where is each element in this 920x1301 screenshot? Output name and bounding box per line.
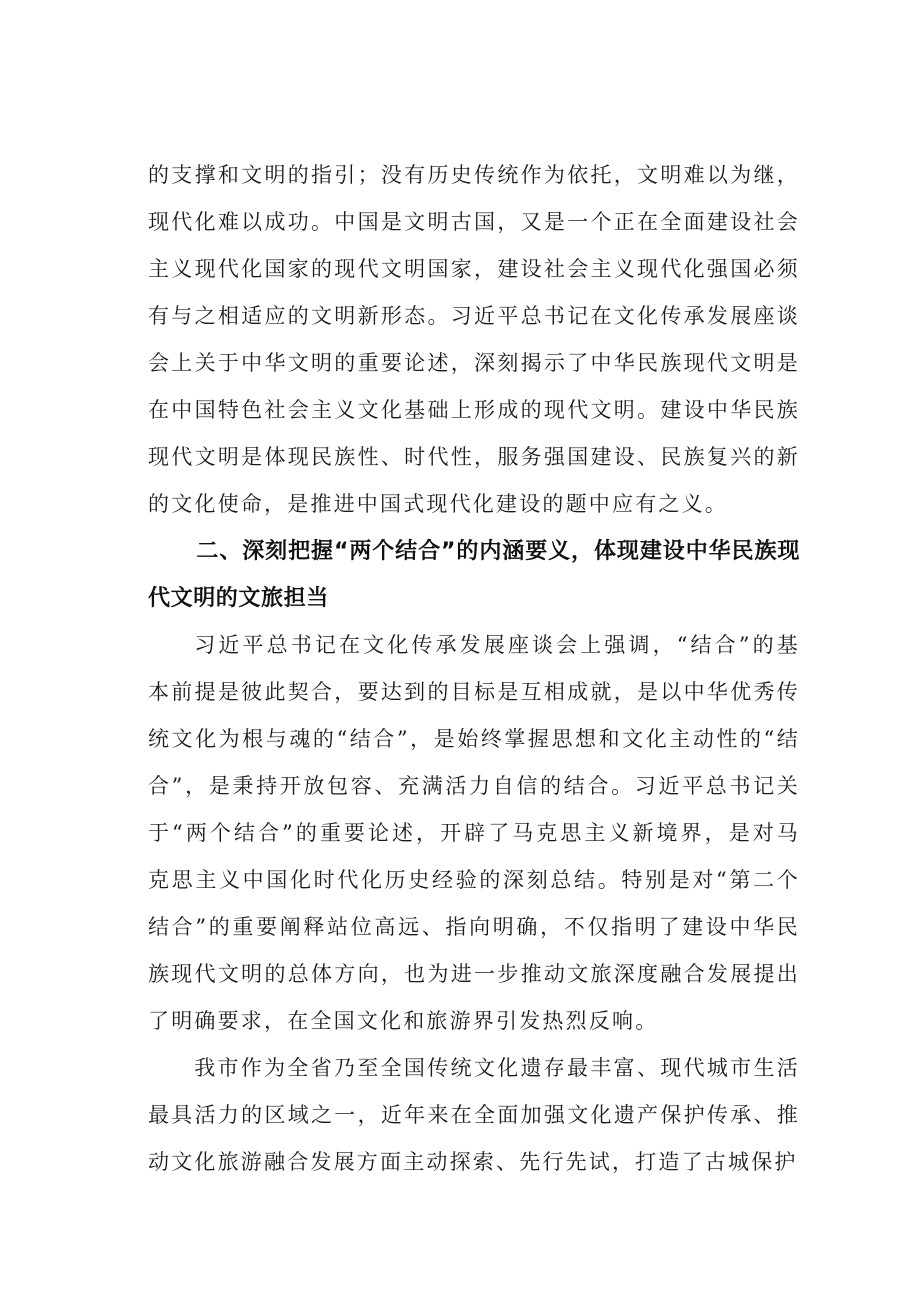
section-heading: 二、深刻把握“两个结合”的内涵要义，体现建设中华民族现代文明的文旅担当 <box>148 539 800 611</box>
paragraph-two-combinations: 习近平总书记在文化传承发展座谈会上强调，“结合”的基本前提是彼此契合，要达到的目标是互相成就，是以中华优秀传统文化为根与魂的“结合”，是始终掌握思想和文化主动性的“结合”，是秉持开放包容、充满活力自信的结合。习近平总书记关于“两个结合”的重要论述，开辟了马克思主义新境界，是对马克思主义中国化时代化历史经验的深刻总结。特别是对“第二个结合”的重要阐释站位高远、指向明确，不仅指明了建设中华民族现代文明的总体方向，也为进一步推动文旅深度融合发展提出了明确要求，在全国文化和旅游界引发热烈反响。 <box>148 633 800 1033</box>
paragraph-city-practice: 我市作为全省乃至全国传统文化遗存最丰富、现代城市生活最具活力的区域之一，近年来在全面加强文化遗产保护传承、推动文化旅游融合发展方面主动探索、先行先试，打造了古城保护 <box>148 1056 800 1174</box>
document-body <box>148 152 800 1186</box>
paragraph-intro-continued: 的支撑和文明的指引；没有历史传统作为依托，文明难以为继，现代化难以成功。中国是文明古国，又是一个正在全面建设社会主义现代化国家的现代文明国家，建设社会主义现代化强国必须有与之相适应的文明新形态。习近平总书记在文化传承发展座谈会上关于中华文明的重要论述，深刻揭示了中华民族现代文明是在中国特色社会主义文化基础上形成的现代文明。建设中华民族现代文明是体现民族性、时代性，服务强国建设、民族复兴的新的文化使命，是推进中国式现代化建设的题中应有之义。 <box>148 163 800 516</box>
